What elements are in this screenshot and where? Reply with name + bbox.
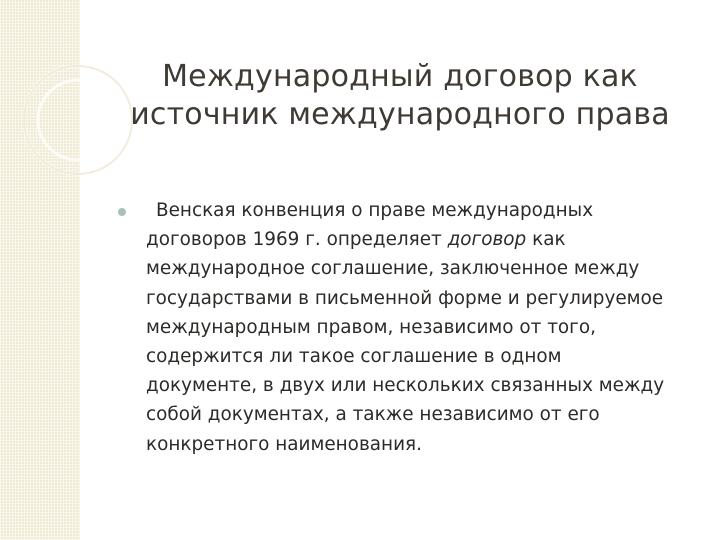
body-line-4: государствами в письменной форме и регулируемое [146, 287, 664, 309]
body-line-9: конкретного наименования. [146, 433, 422, 455]
title-line-1: Международный договор как [162, 59, 638, 94]
body-line-2-end: как [526, 229, 566, 251]
bullet-point [118, 208, 126, 216]
body-paragraph [146, 196, 694, 459]
slide-title [120, 58, 680, 134]
body-line-1: Венская конвенция о праве международных [156, 200, 594, 221]
body-line-6: содержится ли такое соглашение в одном [146, 346, 562, 368]
body-line-7: документе, в двух или нескольких связанных между [146, 375, 665, 397]
decorative-circle-outer-shade [24, 66, 132, 174]
body-line-8: собой документах, а также независимо от его [146, 404, 600, 426]
body-line-3: международное соглашение, заключенное между [146, 258, 640, 280]
decorative-circle-inner [38, 80, 118, 160]
body-line-2 [146, 225, 694, 254]
body-line-5: международным правом, независимо от того, [146, 316, 596, 338]
body-line-2-emphasis: договор [447, 229, 527, 251]
title-line-2: источник международного права [130, 97, 670, 132]
body-line-2-start: договоров 1969 г. определяет [146, 229, 448, 251]
